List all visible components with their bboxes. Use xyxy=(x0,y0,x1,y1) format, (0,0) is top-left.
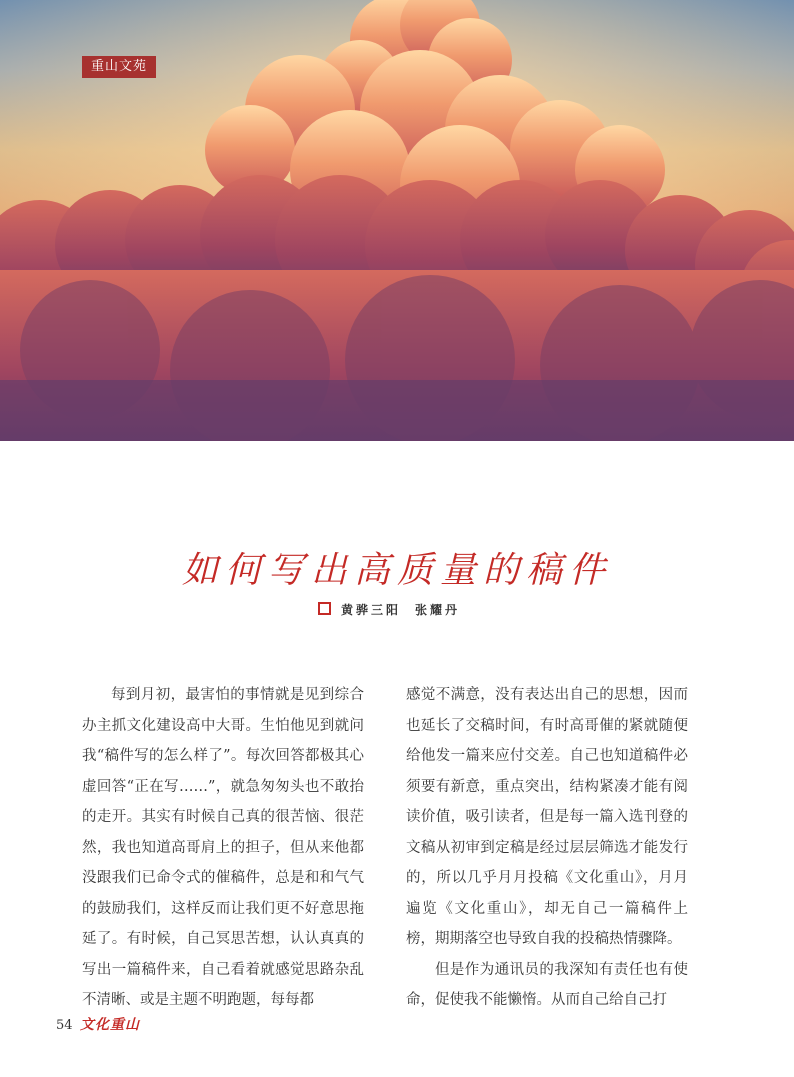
hero-cloud-illustration xyxy=(0,0,794,441)
page-number: 54 xyxy=(56,1018,73,1033)
author-1: 黄骅三阳 xyxy=(341,603,402,617)
author-2: 张耀丹 xyxy=(415,603,461,617)
red-square-icon xyxy=(318,602,331,615)
article-title: 如何写出高质量的稿件 xyxy=(181,550,612,591)
paragraph-1: 每到月初，最害怕的事情就是见到综合办主抓文化建设高中大哥。生怕他见到就问我“稿件写的怎么样了”。每次回答都极其心虚回答“正在写……”，就急匆匆头也不敢抬的走开。其实有时候自己真的很苦恼、很茫然，我也知道高哥肩上的担子，但从来他都没跟我们已命令式的催稿件，总是和和气气的鼓励我们，这样反而让我们更不好意思拖延了。有时候，自己冥思苦想，认认真真的写出一篇稿件来，自己看着就感觉思路杂乱不清晰、或是主题不明跑题，每每都 xyxy=(82,687,364,1008)
section-tag: 重山文苑 xyxy=(82,56,156,78)
paragraph-1-continued: 感觉不满意，没有表达出自己的思想，因而也延长了交稿时间，有时高哥催的紧就随便给他发一篇来应付交差。自己也知道稿件必须要有新意，重点突出，结构紧凑才能有阅读价值，吸引读者，但是每一篇入选刊登的文稿从初审到定稿是经过层层筛选才能发行的，所以几乎月月投稿《文化重山》，月月遍览《文化重山》，却无自己一篇稿件上榜，期期落空也导致自我的投稿热情骤降。 xyxy=(406,687,688,947)
article-column-right xyxy=(406,680,688,1016)
paragraph-2: 但是作为通讯员的我深知有责任也有使命，促使我不能懒惰。从而自己给自己打 xyxy=(406,961,688,1008)
byline xyxy=(318,601,460,619)
article-column-left xyxy=(82,680,364,1016)
magazine-logo: 文化重山 xyxy=(80,1017,140,1033)
